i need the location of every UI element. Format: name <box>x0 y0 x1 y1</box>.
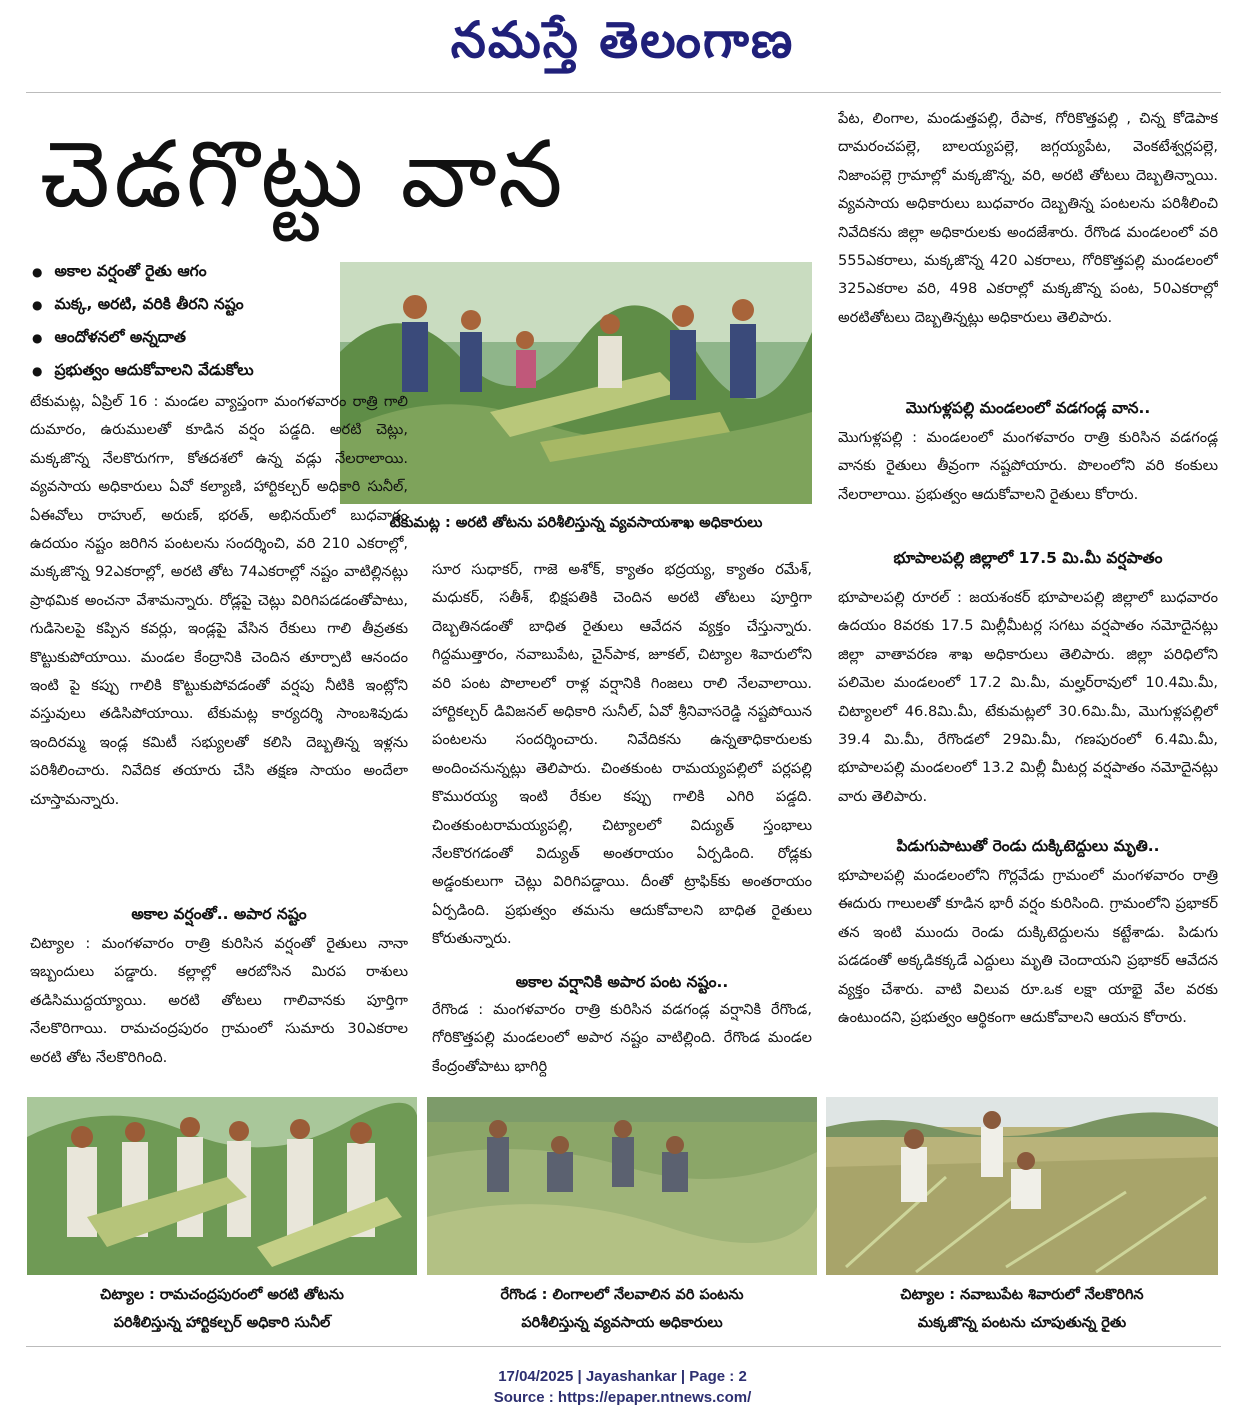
article-paragraph: చిట్యాల : మంగళవారం రాత్రి కురిసిన వర్షంతో రైతులు నానా ఇబ్బందులు పడ్డారు. కల్లాల్లో ఆరబోసిన మిరప రాశులు తడిసిముద్దయ్యాయి. అరటి తోటలు గాలివానకు పూర్తిగా నేలకొరిగాయి. రామచంద్రపురం గ్రామంలో సుమారు 30ఎకరాల అరటి తోట నేలకొరిగింది. <box>30 935 408 1066</box>
bullet-item: ● ప్రభుత్వం ఆదుకోవాలని వేడుకోలు <box>26 354 336 387</box>
bottom-caption-1-line-1: చిట్యాల : రామచంద్రపురంలో అరటి తోటను <box>100 1287 344 1303</box>
subheading-chityala: అకాల వర్షంతో.. అపార నష్టం <box>131 905 307 923</box>
footer-date-edition: 17/04/2025 | Jayashankar | Page : 2 <box>498 1368 747 1385</box>
article-column-3c <box>838 584 1218 830</box>
article-paragraph: మొగుళ్లపల్లి : మండలంలో మంగళవారం రాత్రి కురిసిన వడగండ్ల వానకు రైతులు తీవ్రంగా నష్టపోయారు. పొలంలోని వరి కంకులు నేలరాలాయి. ప్రభుత్వం ఆదుకోవాలని రైతులు కోరారు. <box>838 429 1218 503</box>
bottom-caption-2-line-1: రేగొండ : లింగాలలో నేలవాలిన వరి పంటను <box>500 1287 744 1303</box>
newspaper-masthead: నమస్తే తెలంగాణ <box>450 10 795 69</box>
article-column-3 <box>838 105 1218 383</box>
article-column-1 <box>30 388 408 878</box>
article-paragraph: పేట, లింగాల, మండుత్తపల్లి, రేపాక, గోరికొత్తపల్లి , చిన్న కోడెపాక దామరంచపల్లె, బాలయ్యపల్లె, జగ్గయ్యపేట, వెంకటేశ్వర్లపల్లె, నిజాంపల్లె గ్రామాల్లో మక్కజొన్న, వరి, అరటి తోటలు దెబ్బతిన్నాయి. వ్యవసాయ అధికారులు బుధవారం దెబ్బతిన్న పంటలను పరిశీలించి నివేదికను జిల్లా అధికారులకు అందజేశారు. రేగొండ మండలంలో వరి 555ఎకరాలు, మక్కజొన్న 420 ఎకరాలు, గోరికొత్తపల్లి మండలంలో 325ఎకరాల వరి, 498 ఎకరాల్లో మక్కజొన్న పంట, 50ఎకరాల్లో అరటితోటలు దెబ్బతిన్నట్లు అధికారులు తెలిపారు. <box>838 110 1218 326</box>
footer-divider <box>26 1346 1221 1347</box>
bottom-caption-1-line-2: పరిశీలిస్తున్న హార్టికల్చర్ అధికారి సునీల్ <box>113 1315 331 1331</box>
bullet-item: ● అకాల వర్షంతో రైతు ఆగం <box>26 255 336 288</box>
bottom-photo-chityala-banana <box>27 1097 417 1275</box>
article-paragraph: సూర సుధాకర్, గాజె అశోక్, క్యాతం భద్రయ్య, క్యాతం రమేశ్, మధుకర్, సతీశ్, భిక్షపతికి చెందిన అరటి తోటలు పూర్తిగా దెబ్బతినడంతో బాధిత రైతులు ఆవేదన వ్యక్తం చేస్తున్నారు. గిద్దముత్తారం, నవాబుపేట, చైన్‌పాక, జూకల్, చిట్యాల శివారులోని వరి పంట పొలాలలో రాళ్ల వర్షానికి గింజలు రాలి నేలవాలాయి. హార్టికల్చర్ డివిజనల్ అధికారి సునీల్, ఏవో శ్రీనివాసరెడ్డి నష్టపోయిన పంటలను సందర్శించారు. నివేదికను ఉన్నతాధికారులకు అందించనున్నట్లు తెలిపారు. చింతకుంట రామయ్యపల్లిలో పర్లపల్లి కొమురయ్య ఇంటి రేకుల కప్పు గాలికి ఎగిరి పడ్డది. చింతకుంటరామయ్యపల్లి, చిట్యాలలో విద్యుత్ స్తంభాలు నేలకొరగడంతో విద్యుత్ అంతరాయం ఏర్పడింది. రోడ్లకు అడ్డంకులుగా చెట్లు విరిగిపడ్డాయి. దీంతో ట్రాఫిక్‌కు అంతరాయం ఏర్పడింది. ప్రభుత్వం తమను ఆదుకోవాలని బాధిత రైతులు కోరుతున్నారు. <box>432 561 812 948</box>
article-column-3d <box>838 862 1218 1082</box>
subheading-bhupalpally-rainfall: భూపాలపల్లి జిల్లాలో 17.5 మి.మీ వర్షపాతం <box>893 549 1163 567</box>
article-column-3b <box>838 424 1218 534</box>
subheading-mogullapalli: మొగుళ్లపల్లి మండలంలో వడగండ్ల వాన.. <box>905 399 1151 417</box>
masthead-divider <box>26 92 1221 93</box>
article-column-2 <box>432 556 812 962</box>
bullet-item: ● మక్క, అరటి, వరికి తీరని నష్టం <box>26 288 336 321</box>
top-photo-caption: టేకుమట్ల : అరటి తోటను పరిశీలిస్తున్న వ్యవసాయశాఖ అధికారులు <box>389 515 763 531</box>
bottom-caption-3-line-1: చిట్యాల : నవాబుపేట శివారులో నేలకొరిగిన <box>900 1287 1144 1303</box>
highlight-bullets <box>26 255 336 387</box>
bottom-photo-regonda-paddy <box>427 1097 817 1275</box>
subheading-lightning: పిడుగుపాటుతో రెండు దుక్కిటెద్దులు మృతి.. <box>896 837 1160 855</box>
article-paragraph: భూపాలపల్లి మండలంలోని గొర్లవేడు గ్రామంలో మంగళవారం రాత్రి ఈదురు గాలులతో కూడిన భారీ వర్షం కురిసింది. గ్రామంలోని ప్రభాకర్ తన ఇంటి ముందు రెండు దుక్కిటెద్దులను కట్టేశాడు. పిడుగు పడడంతో అక్కడికక్కడే ఎద్దులు మృతి చెందాయని ప్రభాకర్ ఆవేదన వ్యక్తం చేశారు. వాటి విలువ రూ.ఒక లక్షా యాభై వేల వరకు ఉంటుందని, ప్రభుత్వం ఆర్థికంగా ఆదుకోవాలని ఆయన కోరారు. <box>838 867 1218 1027</box>
article-paragraph: టేకుమట్ల, ఏప్రిల్ 16 : మండల వ్యాప్తంగా మంగళవారం రాత్రి గాలి దుమారం, ఉరుములతో కూడిన వర్షం పడ్డది. అరటి చెట్లు, మక్కజొన్న నేలకొరుగగా, కోతదశలో ఉన్న వడ్లు నేలరాలాయి. వ్యవసాయ అధికారులు ఏవో కల్యాణి, హార్టికల్చర్ అధికారి సునీల్, ఏఈవోలు రాహుల్, అరుణ్, భరత్, అభినయ్‌లో బుధవారం ఉదయం నష్టం జరిగిన పంటలను సందర్శించి, వరి 210 ఎకరాల్లో, మక్కజొన్న 92ఎకరాల్లో, అరటి తోట 74ఎకరాల్లో నష్టం వాటిల్లినట్లు ప్రాథమిక అంచనా వేశామన్నారు. రోడ్లపై చెట్లు విరిగిపడడంతోపాటు, గుడిసెలపై కప్పిన కవర్లు, ఇండ్లపై వేసిన రేకులు గాలి తీవ్రతకు కొట్టుకుపోయాయి. మండల కేంద్రానికి చెందిన తూర్పాటి ఆనందం ఇంటి పై కప్పు గాలికి కొట్టుకుపోవడంతో వర్షపు నీటికి ఇంట్లోని వస్తువులు తడిసిపోయాయి. టేకుమట్ల కార్యదర్శి సాంబశివుడు ఇందిరమ్మ ఇండ్ల కమిటీ సభ్యులతో కలిసి దెబ్బతిన్న ఇళ్లను పరిశీలించారు. నివేదిక తయారు చేసి తక్షణ సాయం అందేలా చూస్తామన్నారు. <box>30 393 408 808</box>
headline: చెడగొట్టు వాన <box>40 121 567 228</box>
top-photo-banana-field <box>340 262 812 504</box>
subheading-regonda: అకాల వర్షానికి అపార పంట నష్టం.. <box>515 973 729 991</box>
article-column-1b <box>30 930 408 1078</box>
bottom-caption-3-line-2: మక్కజొన్న పంటను చూపుతున్న రైతు <box>917 1315 1127 1331</box>
bullet-item: ● ఆందోళనలో అన్నదాత <box>26 321 336 354</box>
article-paragraph: రేగొండ : మంగళవారం రాత్రి కురిసిన వడగండ్ల వర్షానికి రేగొండ, గోరికొత్తపల్లి మండలంలో అపార నష్టం వాటిల్లింది. రేగొండ మండల కేంద్రంతోపాటు భాగిర్ది <box>432 1001 812 1075</box>
article-paragraph: భూపాలపల్లి రూరల్ : జయశంకర్ భూపాలపల్లి జిల్లాలో బుధవారం ఉదయం 8వరకు 17.5 మిల్లీమీటర్ల సగటు వర్షపాతం నమోదైనట్లు జిల్లా వాతావరణ శాఖ అధికారులు తెలిపారు. జిల్లా పరిధిలోని పలిమెల మండలంలో 17.2 మి.మీ, మల్హర్‌రావులో 10.4మి.మీ, చిట్యాలలో 46.8మి.మీ, టేకుమట్లలో 30.6మి.మీ, మొగుళ్లపల్లిలో 39.4 మి.మీ, రేగొండలో 29మి.మీ, గణపురంలో 6.4మి.మీ, భూపాలపల్లి మండలంలో 13.2 మిల్లీ మీటర్ల వర్షపాతం నమోదైనట్లు వారు తెలిపారు. <box>838 589 1218 805</box>
article-column-2b <box>432 996 812 1082</box>
bottom-caption-2-line-2: పరిశీలిస్తున్న వ్యవసాయ అధికారులు <box>521 1315 723 1331</box>
bottom-photo-navabupeta-maize <box>826 1097 1218 1275</box>
footer-source: Source : https://epaper.ntnews.com/ <box>493 1389 752 1406</box>
